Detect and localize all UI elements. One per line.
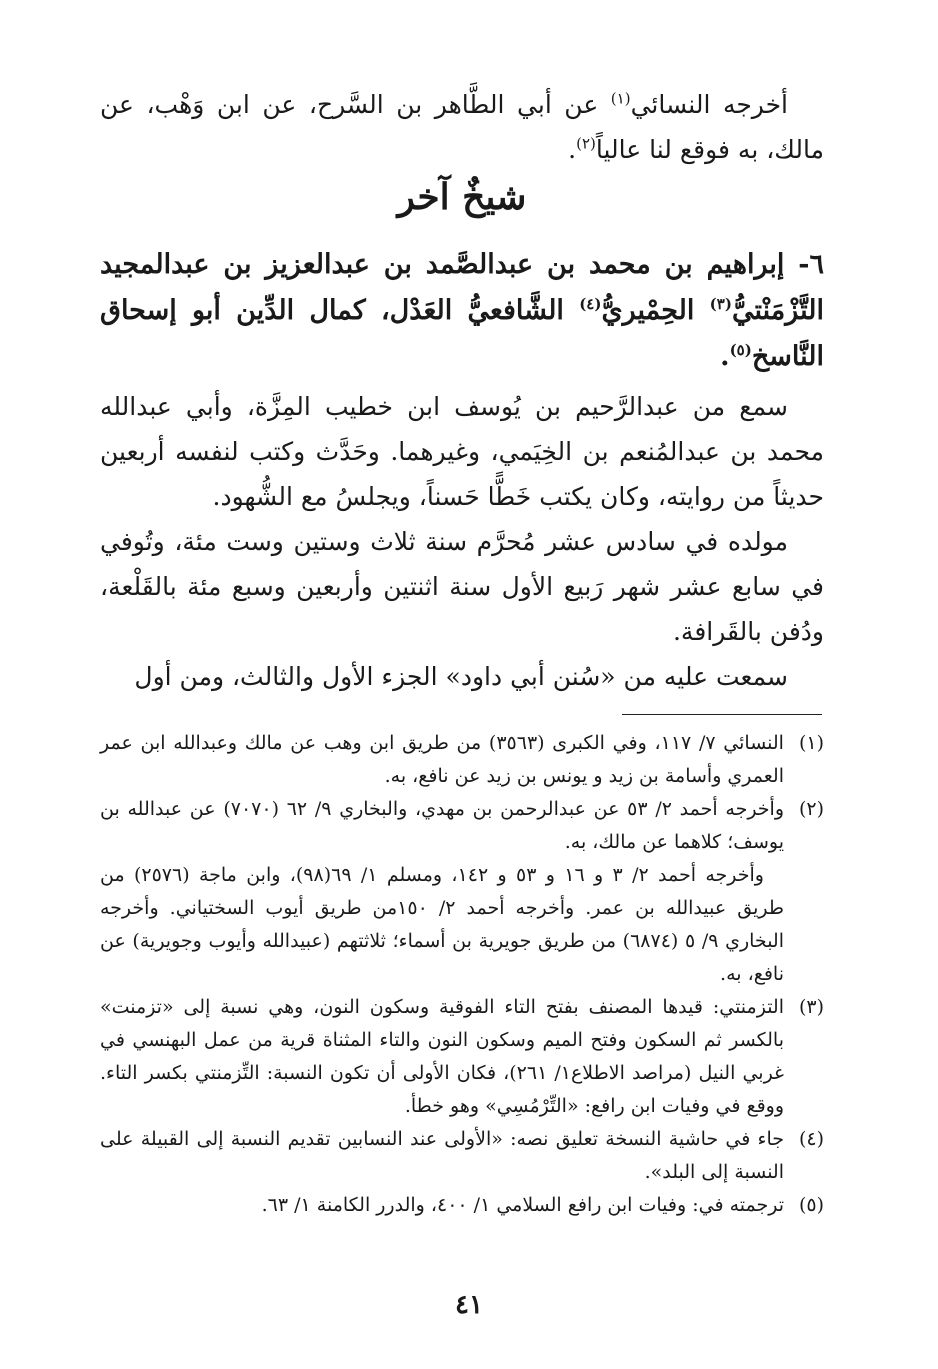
footnote-2 <box>100 793 824 991</box>
footnote-body <box>100 1123 784 1189</box>
footnote-number: (١) <box>798 732 824 754</box>
footnote-3 <box>100 991 824 1123</box>
footnote-body <box>100 1189 784 1222</box>
footnotes <box>100 727 824 1222</box>
bio-text-3: الشَّافعيُّ العَدْل، كمال الدِّين أبو إسحاق النَّاسخ <box>100 295 824 372</box>
footnote-ref-1[interactable]: (١) <box>610 89 631 108</box>
footnote-text: جاء في حاشية النسخة تعليق نصه: «الأولى عند النسابين تقديم النسبة إلى القبيلة على النسبة إلى البلد». <box>100 1128 784 1183</box>
footnote-text: التزمنتي: قيدها المصنف بفتح التاء الفوقية وسكون النون، وهي نسبة إلى «تزمنت» بالكسر ثم السكون وفتح الميم وسكون النون والتاء المثناة قرية من عمل البهنسي في غربي النيل (مراصد الاطلاع١/ ٢٦١)، فكان الأولى أن تكون النسبة: التِّزمنتي بكسر التاء. ووقع في وفيات ابن رافع: «التِّرْمُسِي» وهو خطأ. <box>100 996 784 1117</box>
footnote-number: (٥) <box>798 1194 824 1216</box>
body-paragraph-2: مولده في سادس عشر مُحرَّم سنة ثلاث وستين وست مئة، وتُوفي في سابع عشر شهر رَبيع الأول سنة اثنتين وأربعين وسبع مئة بالقَلْعة، ودُفن بالقَرافة. <box>100 527 824 646</box>
footnote-ref-2[interactable]: (٢) <box>576 134 596 153</box>
footnote-body <box>100 991 784 1123</box>
body-paragraph-3: سمعت عليه من «سُنن أبي داود» الجزء الأول والثالث، ومن أول <box>134 662 788 691</box>
bio-text-1: ٦- إبراهيم بن محمد بن عبدالصَّمد بن عبدالعزيز بن عبدالمجيد التَّزْمَنْتيُّ <box>100 249 824 326</box>
main-text <box>100 82 824 699</box>
footnote-text: وأخرجه أحمد ٢/ ٥٣ عن عبدالرحمن بن مهدي، والبخاري ٩/ ٦٢ (٧٠٧٠) عن عبدالله بن يوسف؛ كلاهما عن مالك، به. <box>100 798 784 853</box>
footnote-number: (٣) <box>798 996 824 1018</box>
footnote-body <box>100 727 784 793</box>
bio-heading <box>100 242 824 380</box>
intro-text-2: عن أبي الطَّاهر بن السَّرح، عن ابن وَهْب، عن مالك، به فوقع لنا عالياً <box>100 90 824 164</box>
footnote-number: (٤) <box>798 1128 824 1150</box>
footnote-5 <box>100 1189 824 1222</box>
intro-text-3: . <box>568 135 577 164</box>
bio-text-4: . <box>720 341 730 372</box>
footnote-4 <box>100 1123 824 1189</box>
footnote-text: النسائي ٧/ ١١٧، وفي الكبرى (٣٥٦٣) من طريق ابن وهب عن مالك وعبدالله ابن عمر العمري وأسامة بن زيد و يونس بن زيد عن نافع، به. <box>100 732 784 787</box>
page-number: ٤١ <box>455 1290 483 1320</box>
footnote-ref-3[interactable]: (٣) <box>709 295 732 313</box>
footnote-text: وأخرجه أحمد ٢/ ٣ و ١٦ و ٥٣ و ١٤٢، ومسلم ١/ ٦٩(٩٨)، وابن ماجة (٢٥٧٦) من طريق عبيدالله بن عمر. وأخرجه أحمد ٢/ ١٥٠من طريق أيوب السختياني. وأخرجه البخاري ٩/ ٥ (٦٨٧٤) من طريق جويرية بن أسماء؛ ثلاثتهم (عبيدالله وأيوب وجويرية) عن نافع، به. <box>100 864 784 985</box>
footnote-ref-5[interactable]: (٥) <box>729 341 752 359</box>
bio-text-2: الحِمْيريُّ <box>601 295 710 326</box>
footnote-separator <box>622 714 822 715</box>
footnote-number: (٢) <box>798 798 824 820</box>
footnote-ref-4[interactable]: (٤) <box>579 295 602 313</box>
body-paragraph-1: سمع من عبدالرَّحيم بن يُوسف ابن خطيب المِزَّة، وأبي عبدالله محمد بن عبدالمُنعم بن الخِيَمي، وغيرهما. وحَدَّث وكتب لنفسه أربعين حديثاً من روايته، وكان يكتب خَطًّا حَسناً، ويجلسُ مع الشُّهود. <box>100 392 824 511</box>
section-heading: شيخٌ آخر <box>397 176 527 218</box>
intro-text-1: أخرجه النسائي <box>630 90 788 119</box>
footnote-body <box>100 793 784 991</box>
footnote-1 <box>100 727 824 793</box>
footnote-text: ترجمته في: وفيات ابن رافع السلامي ١/ ٤٠٠، والدرر الكامنة ١/ ٦٣. <box>261 1194 784 1216</box>
intro-paragraph <box>100 82 824 172</box>
